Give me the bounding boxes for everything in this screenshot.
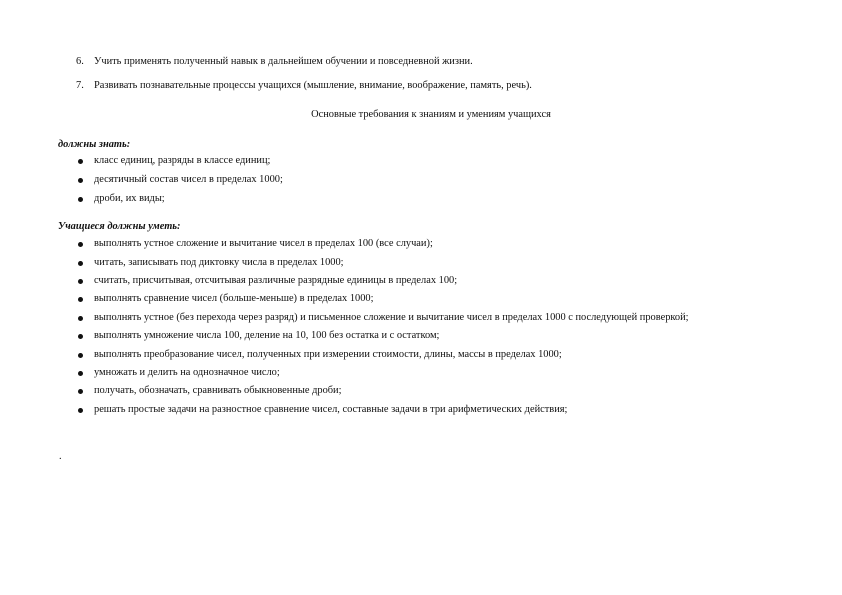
footer-mark: . [59, 451, 62, 462]
goal-text: Развивать познавательные процессы учащихся (мышление, внимание, воображение, память, речь). [94, 80, 532, 91]
bullet-icon [78, 261, 83, 266]
section-heading: Основные требования к знаниям и умениям учащихся [311, 109, 551, 120]
list-item-text: решать простые задачи на разностное сравнение чисел, составные задачи в три арифметических действия; [94, 404, 568, 415]
bullet-icon [78, 279, 83, 284]
goal-item-7 [76, 81, 532, 91]
bullet-icon [78, 159, 83, 164]
goal-number: 6. [76, 56, 84, 67]
list-item-text: читать, записывать под диктовку числа в пределах 1000; [94, 257, 344, 268]
list-item-text: выполнять устное сложение и вычитание чисел в пределах 100 (все случаи); [94, 238, 433, 249]
list-item-text: выполнять умножение числа 100, деление на 10, 100 без остатка и с остатком; [94, 330, 440, 341]
goal-number: 7. [76, 80, 84, 91]
able-subheading: Учащиеся должны уметь: [58, 221, 181, 232]
list-item-text: получать, обозначать, сравнивать обыкновенные дроби; [94, 385, 342, 396]
list-item-text: умножать и делить на однозначное число; [94, 367, 280, 378]
goal-text: Учить применять полученный навык в дальнейшем обучении и повседневной жизни. [94, 56, 473, 67]
bullet-icon [78, 389, 83, 394]
bullet-icon [78, 316, 83, 321]
list-item-text: класс единиц, разряды в классе единиц; [94, 155, 271, 166]
list-item-text: десятичный состав чисел в пределах 1000; [94, 174, 283, 185]
bullet-icon [78, 408, 83, 413]
bullet-icon [78, 297, 83, 302]
bullet-icon [78, 197, 83, 202]
list-item-text: выполнять сравнение чисел (больше-меньше) в пределах 1000; [94, 293, 374, 304]
list-item-text: считать, присчитывая, отсчитывая различные разрядные единицы в пределах 100; [94, 275, 458, 286]
bullet-icon [78, 334, 83, 339]
bullet-icon [78, 353, 83, 358]
list-item-text: выполнять устное (без перехода через разряд) и письменное сложение и вычитание чисел в пределах 1000 с последующей проверкой; [94, 312, 689, 323]
bullet-icon [78, 178, 83, 183]
bullet-icon [78, 242, 83, 247]
know-subheading: должны знать: [58, 139, 131, 150]
list-item-text: выполнять преобразование чисел, полученных при измерении стоимости, длины, массы в пределах 1000; [94, 349, 562, 360]
bullet-icon [78, 371, 83, 376]
goal-item-6 [76, 57, 473, 67]
list-item-text: дроби, их виды; [94, 193, 165, 204]
